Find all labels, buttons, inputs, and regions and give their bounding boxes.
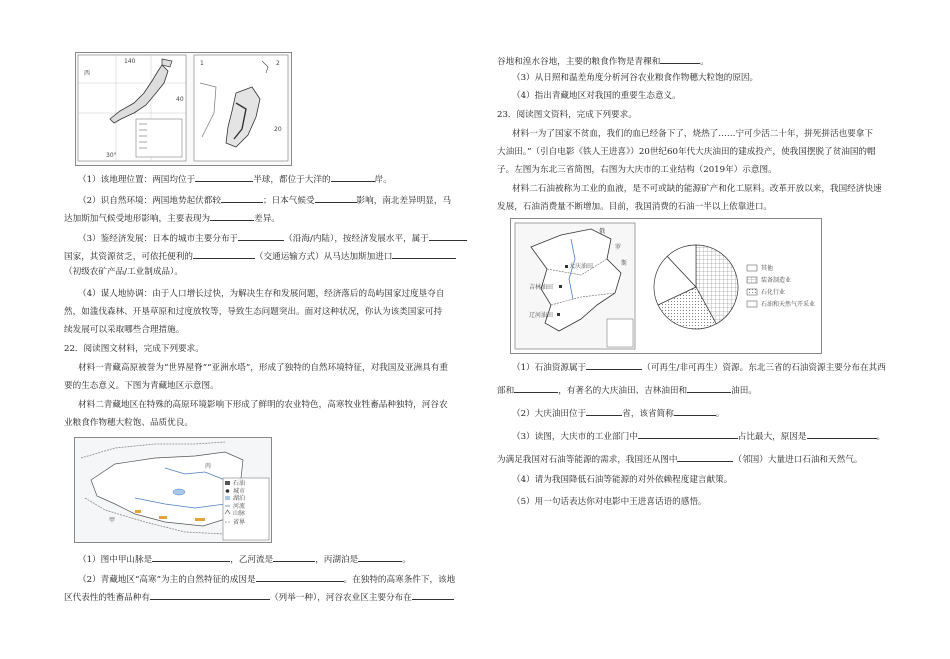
q22-2-end: 谷地和湟水谷地，主要的粮食作物是青稞和 。 (497, 57, 709, 67)
q22-material1: 材料一青藏高原被誉为“世界屋脊”“亚洲水塔”，形成了独特的自然环境特征，对我国及亚洲具有重 (78, 363, 448, 373)
answer-blank[interactable] (586, 407, 622, 416)
q23-material2: 材料二石油被称为工业的血液，是不可或缺的能源矿产和化工原料。改革开放以来，我国经济快速 (512, 184, 882, 194)
q21-3-end: （初级农矿产品/工业制成品）。 (64, 267, 183, 277)
tibet-legend-river: 河流 (233, 503, 246, 510)
q23-material1-line2: 大油田。”（引自电影《铁人王进喜》）20世纪60年代大庆油田的建成投产，使我国摆脱了贫油国的帽 (497, 147, 876, 157)
q22-2-cont: 区代表性的牲畜品种有 （列举一种），河谷农业区主要分布在 (64, 591, 454, 603)
tibet-legend-city: 城市 (233, 488, 246, 495)
tibet-legend-lake: 湖泊 (233, 495, 246, 502)
ne-label-russia-3: 斯 (621, 260, 628, 267)
q22-3: （3）从日照和温差角度分析河谷农业粮食作物穗大粒饱的原因。 (512, 73, 759, 83)
figure-number-2: 2 (276, 60, 280, 67)
madagascar-label-20: 20 (274, 126, 282, 133)
figure-number-1: 1 (200, 60, 204, 67)
answer-blank[interactable] (807, 430, 877, 439)
q21-2: （2）识自然环境：两国地势起伏都较 ；日本气候受 影响，南北差异明显，马 (78, 196, 452, 206)
q21-2-cont: 达加斯加气候受地形影响，主要表现为 差异。 (64, 214, 280, 224)
answer-blank[interactable] (152, 553, 230, 562)
q23-heading: 23．阅读图文资料，完成下列要求。 (497, 110, 637, 120)
answer-blank[interactable] (273, 553, 315, 562)
answer-blank[interactable] (687, 384, 731, 393)
answer-blank[interactable] (412, 591, 454, 600)
answer-blank[interactable] (195, 173, 253, 182)
q22-material2: 材料二青藏地区在特殊的高原环境影响下形成了鲜明的农业特色，高寒牧业牲畜品种独特，河谷农 (78, 400, 448, 410)
q21-4-line3: 续发展可以采取哪些合理措施。 (64, 325, 185, 335)
tibet-map (74, 437, 272, 543)
q23-material1-line3: 子。左图为东北三省简图，右图为大庆市的工业结构（2019年）示意图。 (497, 165, 777, 175)
japan-label-30: 30° (106, 152, 117, 159)
q22-1: （1）图中甲山脉是 ，乙河流是 ，丙湖泊是 。 (78, 555, 411, 565)
q23-3-cont: 为满足我国对石油等能源的需求，我国还从图中 （邻国）大量进口石油和天然气。 (497, 455, 863, 465)
tibet-legend-mountain: 山脉 (233, 510, 246, 517)
answer-blank[interactable] (429, 232, 467, 241)
q23-1-cont: 部和 ，有著名的大庆油田、吉林油田和 油田。 (497, 386, 757, 396)
answer-blank[interactable] (210, 212, 254, 221)
ne-label-jilin: 吉林油田 (529, 284, 554, 291)
answer-blank[interactable] (677, 453, 733, 462)
q22-2: （2）青藏地区“高寒”为主的自然特征的成因是 。在独特的高寒条件下，该地 (78, 575, 456, 585)
answer-blank[interactable] (586, 361, 642, 370)
q23-2: （2）大庆油田位于 省，该省简称 。 (512, 409, 725, 419)
japan-madagascar-map (75, 52, 292, 166)
q23-4: （4）请为我国降低石油等能源的对外依赖程度建言献策。 (512, 475, 733, 485)
answer-blank[interactable] (315, 194, 357, 203)
answer-blank[interactable] (392, 250, 456, 259)
q22-material1-line2: 要的生态意义。下图为青藏地区示意图。 (64, 381, 219, 391)
tibet-legend-border: 省界 (233, 519, 246, 526)
legend-equipment: 装备制造业 (761, 277, 792, 284)
legend-petrochemical: 石化行业 (761, 289, 786, 296)
answer-blank[interactable] (238, 232, 284, 241)
japan-label-40: 40 (176, 96, 184, 103)
answer-blank[interactable] (660, 55, 700, 64)
industry-pie-chart (654, 245, 738, 329)
q21-3-cont: 国家，其资源贫乏，可依托便利的 （交通运输方式）从马达加斯加进口 (64, 250, 456, 262)
q22-4: （4）指出青藏地区对我国的重要生态意义。 (512, 91, 681, 101)
ne-label-russia-1: 俄 (599, 228, 606, 235)
tibet-label-bing: 丙 (205, 463, 212, 470)
answer-blank[interactable] (358, 553, 402, 562)
legend-oil-gas-mining: 石油和天然气开采业 (761, 301, 816, 308)
ne-label-daqing: 大庆油田 (569, 263, 594, 270)
answer-blank[interactable] (193, 250, 255, 259)
japan-label-west: 西 (84, 70, 91, 77)
answer-blank[interactable] (514, 384, 558, 393)
northeast-map-and-pie-chart (510, 218, 822, 354)
q22-material2-line2: 业粮食作物穗大粒饱、品质优良。 (64, 418, 193, 428)
q23-3: （3）读图，大庆市的工业部门中 占比最大，原因是 。 (512, 432, 886, 442)
q23-material2-line2: 发展，石油消费量不断增加。目前，我国消费的石油一半以上依靠进口。 (497, 202, 773, 212)
tibet-legend-oil: 石油 (233, 480, 246, 487)
answer-blank[interactable] (674, 407, 716, 416)
q23-material1: 材料一为了国家不贫血，我们的血已经备下了，烧热了……宁可少活二十年，拼死拼活也要拿下 (512, 129, 873, 139)
tibet-label-jia: 甲 (109, 517, 116, 524)
japan-label-140: 140 (124, 58, 136, 65)
answer-blank[interactable] (638, 430, 738, 439)
legend-other: 其他 (761, 265, 774, 272)
answer-blank[interactable] (331, 173, 375, 182)
q21-4: （4）谋人地协调：由于人口增长过快，为解决生存和发展问题，经济落后的岛屿国家过度垦夺自 (78, 289, 445, 299)
q22-heading: 22．阅读图文材料，完成下列要求。 (64, 344, 204, 354)
q23-5: （5）用一句话表达你对电影中王进喜话语的感悟。 (512, 497, 707, 507)
q23-1: （1）石油资源属于 （可再生/非可再生）资源。东北三省的石油资源主要分布在其西 (512, 363, 886, 373)
q21-4-line2: 然，如滥伐森林、开垦草原和过度放牧等，导致生态问题突出。面对这种状况，你认为该类国家可持 (64, 307, 443, 317)
ne-label-russia-2: 罗 (615, 244, 622, 251)
answer-blank[interactable] (221, 194, 263, 203)
answer-blank[interactable] (150, 591, 270, 600)
q21-3: （3）鉴经济发展：日本的城市主要分布于 （沿海/内陆），按经济发展水平，属于 (78, 232, 467, 244)
ne-label-liaohe: 辽河油田 (529, 312, 554, 319)
answer-blank[interactable] (256, 573, 344, 582)
q21-1: （1）该地理位置：两国均位于 半球，都位于大洋的 岸。 (78, 175, 392, 185)
